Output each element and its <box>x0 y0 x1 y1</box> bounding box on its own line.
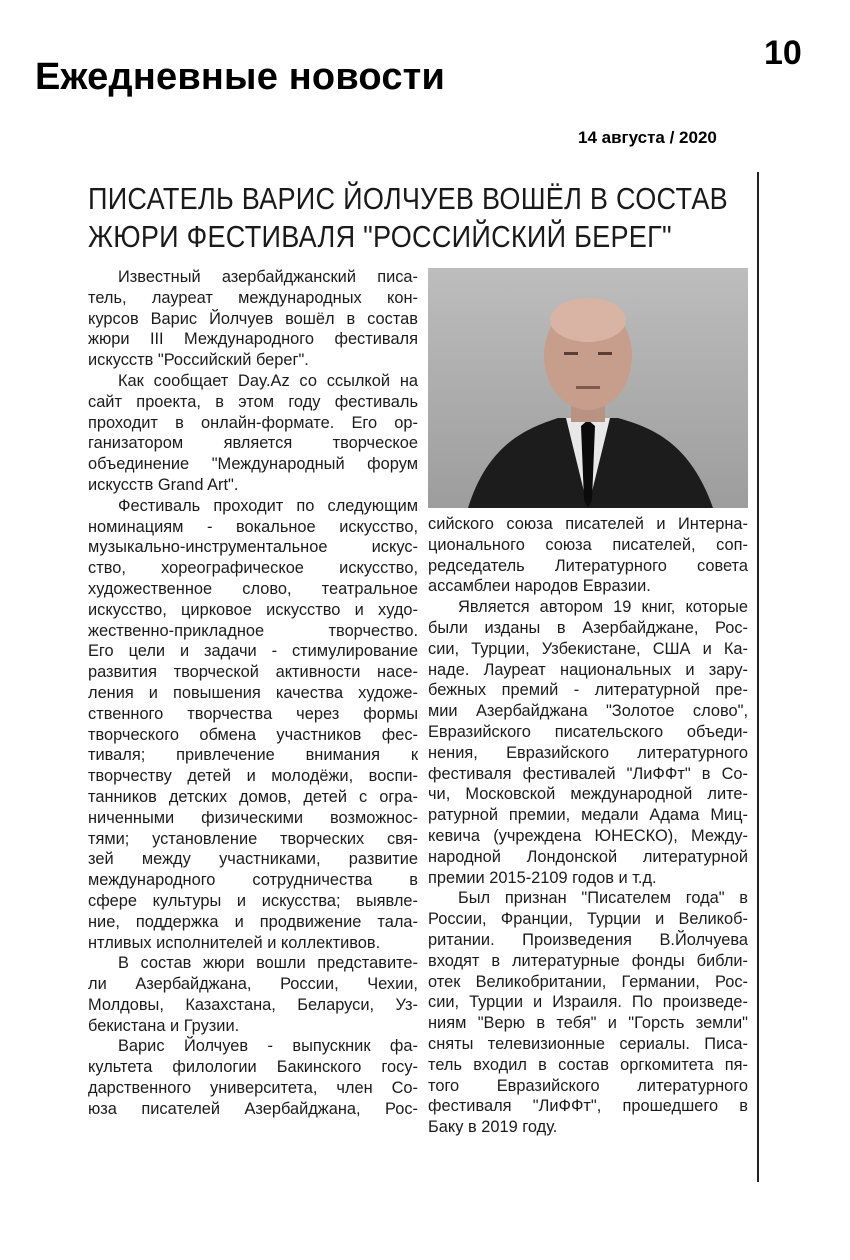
paragraph-line: искусство, цирковое искусство и худо- <box>88 600 418 619</box>
paragraph-line: международного сотрудничества в <box>88 871 418 890</box>
paragraph-line: Молдовы, Казахстана, Беларуси, Уз- <box>88 995 418 1014</box>
paragraph-line: сии, Турции и Израиля. По произведе- <box>428 993 748 1012</box>
paragraph-line: ционального союза писателей, соп- <box>428 535 748 554</box>
paragraph-line: Баку в 2019 году. <box>428 1118 558 1137</box>
paragraph-line: зей между участниками, развитие <box>88 850 418 869</box>
paragraph-line: ли Азербайджана, России, Чехии, <box>88 975 418 994</box>
paragraph-line: Варис Йолчуев - выпускник фа- <box>118 1037 418 1056</box>
paragraph-line: тель, лауреат международных кон- <box>88 288 418 307</box>
paragraph-line: бекистана и Грузии. <box>88 1016 240 1035</box>
paragraph-line: ние, поддержка и продвижение тала- <box>88 912 418 931</box>
paragraph-line: культета филологии Бакинского госу- <box>88 1058 418 1077</box>
paragraph-line: того Евразийского литературного <box>428 1076 748 1095</box>
paragraph-line: жественно-прикладное творчество. <box>88 621 418 640</box>
paragraph-line: премии 2015-2109 годов и т.д. <box>428 868 657 887</box>
paragraph-line: сайт проекта, в этом году фестиваль <box>88 392 418 411</box>
paragraph-line: объединение "Международный форум <box>88 455 418 474</box>
paragraph-line: художественное слово, театральное <box>88 579 418 598</box>
paragraph-line: Является автором 19 книг, которые <box>458 598 748 617</box>
paragraph-line: народной Лондонской литературной <box>428 847 748 866</box>
paragraph-line: кевича (учреждена ЮНЕСКО), Между- <box>428 826 748 845</box>
paragraph-line: бежных премий - литературной пре- <box>428 681 748 700</box>
paragraph-line: ассамблеи народов Евразии. <box>428 577 651 596</box>
paragraph-line: музыкально-инструментальное искус- <box>88 538 418 557</box>
paragraph-line: Был признан "Писателем года" в <box>458 889 748 908</box>
paragraph-line: ления и повышения качества художе- <box>88 683 418 702</box>
paragraph-line: сии, Турции, Узбекистане, США и Ка- <box>428 639 748 658</box>
paragraph-line: отек Великобритании, Германии, Рос- <box>428 972 748 991</box>
paragraph-line: чи, Московской международной лите- <box>428 785 748 804</box>
paragraph-line: Его цели и задачи - стимулирование <box>88 642 418 661</box>
paragraph-line: фестиваля фестивалей "ЛиФФт" в Со- <box>428 764 748 783</box>
paragraph-line: сфере культуры и искусства; выявле- <box>88 891 418 910</box>
page-number: 10 <box>764 34 802 72</box>
paragraph-line: были изданы в Азербайджане, Рос- <box>428 618 748 637</box>
paragraph-line: номинациям - вокальное искусство, <box>88 517 418 536</box>
paragraph-line: входят в литературные фонды библи- <box>428 951 748 970</box>
paragraph-line: ниченными физическими возможнос- <box>88 808 418 827</box>
paragraph-line: ганизатором является творческое <box>88 434 418 453</box>
paragraph-line: дарственного университета, член Со- <box>88 1079 418 1098</box>
paragraph-line: танников детских домов, детей с огра- <box>88 787 418 806</box>
article-left-column <box>88 267 418 1120</box>
paragraph-line: искусств Grand Art". <box>88 475 239 494</box>
paragraph-line: курсов Варис Йолчуев вошёл в состав <box>88 309 418 328</box>
paragraph-line: тиваля; привлечение внимания к <box>88 746 418 765</box>
issue-date: 14 августа / 2020 <box>578 128 717 147</box>
paragraph-line: наде. Лауреат национальных и зару- <box>428 660 748 679</box>
paragraph-line: искусств "Российский берег". <box>88 351 309 370</box>
paragraph-line: развития творческой активности насе- <box>88 663 418 682</box>
paragraph-line: нтливых исполнителей и коллективов. <box>88 933 381 952</box>
paragraph-line: Как сообщает Day.Az со ссылкой на <box>118 371 418 390</box>
paragraph-line: фестиваля "ЛиФФт", прошедшего в <box>428 1097 748 1116</box>
paragraph-line: В состав жюри вошли представите- <box>118 954 418 973</box>
masthead-title: Ежедневные новости <box>35 56 446 98</box>
paragraph-line: сийского союза писателей и Интерна- <box>428 515 748 533</box>
paragraph-line: ственного творчества через формы <box>88 704 418 723</box>
paragraph-line: ство, хореографическое искусство, <box>88 559 418 578</box>
paragraph-line: жюри III Международного фестиваля <box>88 330 418 349</box>
paragraph-line: Известный азербайджанский писа- <box>118 268 418 286</box>
paragraph-line: ниям "Верю в тебя" и "Горсть земли" <box>428 1014 748 1033</box>
paragraph-line: ратурной премии, медали Адама Миц- <box>428 806 748 825</box>
paragraph-line: России, Франции, Турции и Великоб- <box>428 910 748 929</box>
paragraph-line: творческого обмена участников фес- <box>88 725 418 744</box>
paragraph-line: юза писателей Азербайджана, Рос- <box>88 1099 418 1118</box>
headline-line: ПИСАТЕЛЬ ВАРИС ЙОЛЧУЕВ ВОШЁЛ В СОСТАВ <box>88 181 728 216</box>
article-headline <box>88 180 728 256</box>
article-right-column <box>428 514 748 1138</box>
paragraph-line: ритании. Произведения В.Йолчуева <box>428 930 748 949</box>
paragraph-line: тель входил в состав оргкомитета пя- <box>428 1055 748 1074</box>
paragraph-line: Евразийского писательского объеди- <box>428 722 748 741</box>
paragraph-line: сняты телевизионные сериалы. Писа- <box>428 1034 748 1053</box>
paragraph-line: Фестиваль проходит по следующим <box>118 496 418 515</box>
paragraph-line: тями; установление творческих свя- <box>88 829 418 848</box>
paragraph-line: творчеству детей и молодёжи, воспи- <box>88 767 418 786</box>
paragraph-line: редседатель Литературного совета <box>428 556 748 575</box>
author-photo <box>428 268 748 508</box>
headline-line: ЖЮРИ ФЕСТИВАЛЯ "РОССИЙСКИЙ БЕРЕГ" <box>88 219 672 254</box>
paragraph-line: мии Азербайджана "Золотое слово", <box>428 702 748 721</box>
paragraph-line: проходит в онлайн-формате. Его ор- <box>88 413 418 432</box>
paragraph-line: нения, Евразийского литературного <box>428 743 748 762</box>
column-divider <box>757 172 759 1182</box>
